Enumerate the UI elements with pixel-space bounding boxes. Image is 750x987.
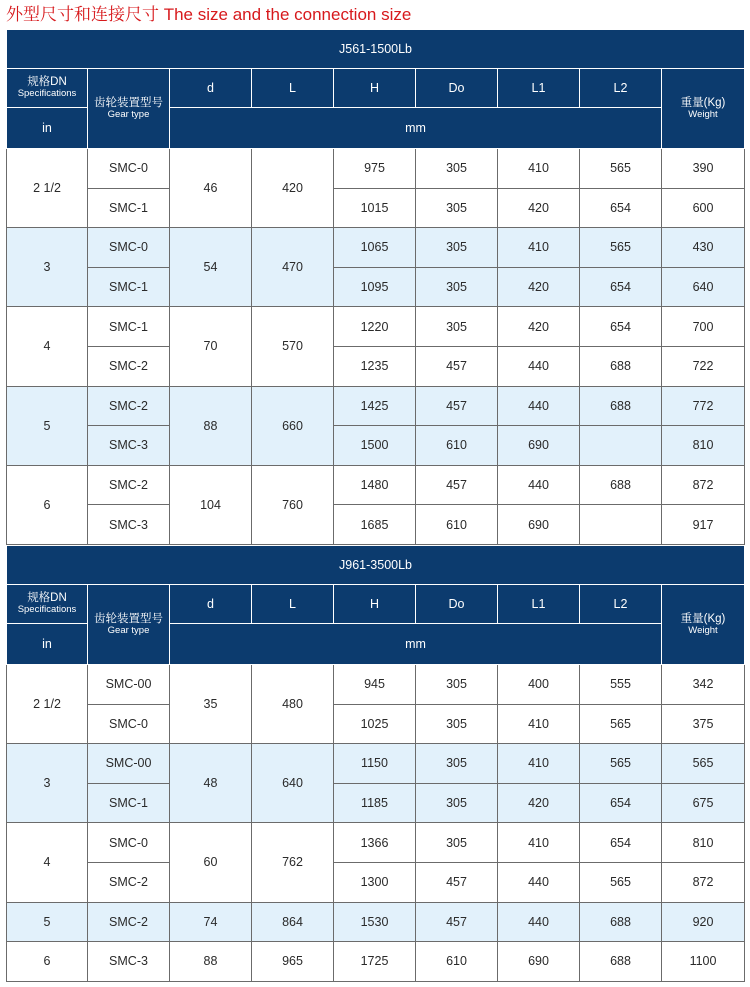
gear-type-cell: SMC-3 (88, 942, 170, 982)
spec-table-1 (6, 30, 745, 545)
L1-cell: 420 (498, 307, 580, 347)
col-L1-header: L1 (498, 69, 580, 108)
weight-cell: 640 (662, 267, 745, 307)
L1-cell: 420 (498, 783, 580, 823)
weight-header-en: Weight (688, 108, 718, 120)
Do-cell: 305 (416, 704, 498, 744)
weight-cell: 700 (662, 307, 745, 347)
L1-cell: 440 (498, 902, 580, 942)
L-cell: 864 (252, 902, 334, 942)
weight-cell: 810 (662, 426, 745, 466)
weight-cell: 920 (662, 902, 745, 942)
gear-type-cell: SMC-1 (88, 188, 170, 228)
d-cell: 35 (170, 665, 252, 744)
weight-cell: 872 (662, 465, 745, 505)
dn-cell: 4 (7, 823, 88, 902)
Do-cell: 457 (416, 465, 498, 505)
H-cell: 1366 (334, 823, 416, 863)
gear-type-cell: SMC-2 (88, 346, 170, 386)
H-cell: 975 (334, 149, 416, 189)
col-d-header: d (170, 69, 252, 108)
model-title: J561-1500Lb (7, 30, 745, 69)
gear-type-cell: SMC-00 (88, 744, 170, 784)
H-cell: 1150 (334, 744, 416, 784)
unit-mm-header: mm (170, 624, 662, 665)
spec-header (7, 585, 88, 624)
gear-type-cell: SMC-00 (88, 665, 170, 705)
L2-cell: 654 (580, 188, 662, 228)
gear-header-en: Gear type (107, 108, 150, 120)
L1-cell: 690 (498, 942, 580, 982)
L2-cell: 688 (580, 346, 662, 386)
gear-type-header (88, 69, 170, 149)
spec-header-cn: 规格DN (27, 76, 67, 88)
d-cell: 46 (170, 149, 252, 228)
Do-cell: 305 (416, 228, 498, 268)
L2-cell: 654 (580, 307, 662, 347)
gear-type-cell: SMC-0 (88, 823, 170, 863)
table-row (7, 783, 745, 823)
L1-cell: 410 (498, 823, 580, 863)
L-cell: 420 (252, 149, 334, 228)
table-row (7, 902, 745, 942)
L2-cell: 565 (580, 228, 662, 268)
dn-cell: 3 (7, 228, 88, 307)
L2-cell: 565 (580, 704, 662, 744)
gear-type-cell: SMC-2 (88, 386, 170, 426)
L-cell: 470 (252, 228, 334, 307)
L2-cell (580, 426, 662, 466)
L2-cell: 565 (580, 149, 662, 189)
H-cell: 1025 (334, 704, 416, 744)
weight-cell: 872 (662, 862, 745, 902)
weight-cell: 1100 (662, 942, 745, 982)
gear-type-cell: SMC-0 (88, 704, 170, 744)
d-cell: 60 (170, 823, 252, 902)
H-cell: 1300 (334, 862, 416, 902)
page-title: 外型尺寸和连接尺寸 The size and the connection size (6, 5, 412, 24)
d-cell: 104 (170, 465, 252, 544)
Do-cell: 457 (416, 862, 498, 902)
col-L1-header: L1 (498, 585, 580, 624)
H-cell: 945 (334, 665, 416, 705)
d-cell: 88 (170, 386, 252, 465)
weight-cell: 772 (662, 386, 745, 426)
table-row (7, 386, 745, 426)
weight-cell: 375 (662, 704, 745, 744)
d-cell: 70 (170, 307, 252, 386)
weight-cell: 565 (662, 744, 745, 784)
dn-cell: 6 (7, 465, 88, 544)
L-cell: 640 (252, 744, 334, 823)
spec-header-cn: 规格DN (27, 592, 67, 604)
L1-cell: 420 (498, 188, 580, 228)
dn-cell: 3 (7, 744, 88, 823)
weight-header-cn: 重量(Kg) (680, 612, 726, 625)
Do-cell: 610 (416, 426, 498, 466)
d-cell: 48 (170, 744, 252, 823)
unit-in-header: in (7, 624, 88, 665)
col-H-header: H (334, 69, 416, 108)
L1-cell: 440 (498, 386, 580, 426)
table-row (7, 346, 745, 386)
unit-in-header: in (7, 108, 88, 149)
spec-table-section-2 (6, 546, 744, 982)
L2-cell: 654 (580, 783, 662, 823)
L1-cell: 440 (498, 465, 580, 505)
table-row (7, 228, 745, 268)
H-cell: 1425 (334, 386, 416, 426)
H-cell: 1500 (334, 426, 416, 466)
weight-cell: 722 (662, 346, 745, 386)
gear-type-cell: SMC-0 (88, 149, 170, 189)
col-L-header: L (252, 585, 334, 624)
spec-table-2 (6, 546, 745, 982)
H-cell: 1725 (334, 942, 416, 982)
unit-mm-header: mm (170, 108, 662, 149)
weight-cell: 430 (662, 228, 745, 268)
gear-type-cell: SMC-2 (88, 862, 170, 902)
L1-cell: 690 (498, 505, 580, 545)
weight-cell: 600 (662, 188, 745, 228)
H-cell: 1095 (334, 267, 416, 307)
L-cell: 570 (252, 307, 334, 386)
L2-cell: 688 (580, 942, 662, 982)
Do-cell: 305 (416, 188, 498, 228)
L1-cell: 410 (498, 744, 580, 784)
gear-type-cell: SMC-2 (88, 902, 170, 942)
weight-header (662, 69, 745, 149)
col-L2-header: L2 (580, 585, 662, 624)
weight-cell: 675 (662, 783, 745, 823)
H-cell: 1235 (334, 346, 416, 386)
L2-cell: 688 (580, 386, 662, 426)
table-row (7, 188, 745, 228)
gear-type-cell: SMC-1 (88, 267, 170, 307)
spec-table-section-1 (6, 30, 744, 545)
Do-cell: 457 (416, 902, 498, 942)
L2-cell: 654 (580, 267, 662, 307)
gear-type-cell: SMC-0 (88, 228, 170, 268)
col-Do-header: Do (416, 69, 498, 108)
H-cell: 1185 (334, 783, 416, 823)
Do-cell: 457 (416, 386, 498, 426)
col-Do-header: Do (416, 585, 498, 624)
table-row (7, 704, 745, 744)
table-body-1 (7, 149, 745, 545)
weight-cell: 810 (662, 823, 745, 863)
gear-type-header (88, 585, 170, 665)
d-cell: 54 (170, 228, 252, 307)
L1-cell: 410 (498, 149, 580, 189)
table-row (7, 942, 745, 982)
spec-header (7, 69, 88, 108)
col-L-header: L (252, 69, 334, 108)
L2-cell: 654 (580, 823, 662, 863)
model-title: J961-3500Lb (7, 546, 745, 585)
dn-cell: 2 1/2 (7, 149, 88, 228)
gear-type-cell: SMC-1 (88, 307, 170, 347)
spec-header-en: Specifications (17, 88, 77, 99)
gear-type-cell: SMC-3 (88, 426, 170, 466)
L-cell: 760 (252, 465, 334, 544)
H-cell: 1015 (334, 188, 416, 228)
weight-cell: 917 (662, 505, 745, 545)
table-body-2 (7, 665, 745, 982)
L-cell: 480 (252, 665, 334, 744)
col-H-header: H (334, 585, 416, 624)
H-cell: 1065 (334, 228, 416, 268)
dn-cell: 5 (7, 386, 88, 465)
weight-cell: 342 (662, 665, 745, 705)
table-row (7, 149, 745, 189)
L-cell: 965 (252, 942, 334, 982)
gear-type-cell: SMC-1 (88, 783, 170, 823)
dn-cell: 5 (7, 902, 88, 942)
Do-cell: 305 (416, 149, 498, 189)
table-row (7, 744, 745, 784)
gear-type-cell: SMC-3 (88, 505, 170, 545)
dn-cell: 2 1/2 (7, 665, 88, 744)
table-row (7, 267, 745, 307)
Do-cell: 305 (416, 783, 498, 823)
gear-header-cn: 齿轮装置型号 (94, 96, 163, 109)
Do-cell: 457 (416, 346, 498, 386)
Do-cell: 610 (416, 505, 498, 545)
H-cell: 1530 (334, 902, 416, 942)
Do-cell: 305 (416, 665, 498, 705)
table-row (7, 465, 745, 505)
table-row (7, 823, 745, 863)
col-L2-header: L2 (580, 69, 662, 108)
L1-cell: 400 (498, 665, 580, 705)
L1-cell: 690 (498, 426, 580, 466)
L1-cell: 410 (498, 704, 580, 744)
weight-header (662, 585, 745, 665)
L2-cell: 688 (580, 465, 662, 505)
L-cell: 762 (252, 823, 334, 902)
L2-cell: 688 (580, 902, 662, 942)
L2-cell (580, 505, 662, 545)
weight-header-en: Weight (688, 624, 718, 636)
dn-cell: 4 (7, 307, 88, 386)
H-cell: 1480 (334, 465, 416, 505)
L2-cell: 565 (580, 862, 662, 902)
H-cell: 1685 (334, 505, 416, 545)
L2-cell: 555 (580, 665, 662, 705)
weight-header-cn: 重量(Kg) (680, 96, 726, 109)
L1-cell: 420 (498, 267, 580, 307)
gear-header-en: Gear type (107, 624, 150, 636)
spec-header-en: Specifications (17, 604, 77, 615)
table-row (7, 665, 745, 705)
weight-cell: 390 (662, 149, 745, 189)
gear-header-cn: 齿轮装置型号 (94, 612, 163, 625)
dn-cell: 6 (7, 942, 88, 982)
gear-type-cell: SMC-2 (88, 465, 170, 505)
L1-cell: 440 (498, 862, 580, 902)
Do-cell: 305 (416, 267, 498, 307)
table-row (7, 426, 745, 466)
Do-cell: 305 (416, 307, 498, 347)
Do-cell: 305 (416, 744, 498, 784)
H-cell: 1220 (334, 307, 416, 347)
Do-cell: 305 (416, 823, 498, 863)
L1-cell: 410 (498, 228, 580, 268)
table-row (7, 505, 745, 545)
d-cell: 74 (170, 902, 252, 942)
L-cell: 660 (252, 386, 334, 465)
table-row (7, 862, 745, 902)
Do-cell: 610 (416, 942, 498, 982)
table-row (7, 307, 745, 347)
L1-cell: 440 (498, 346, 580, 386)
d-cell: 88 (170, 942, 252, 982)
col-d-header: d (170, 585, 252, 624)
L2-cell: 565 (580, 744, 662, 784)
